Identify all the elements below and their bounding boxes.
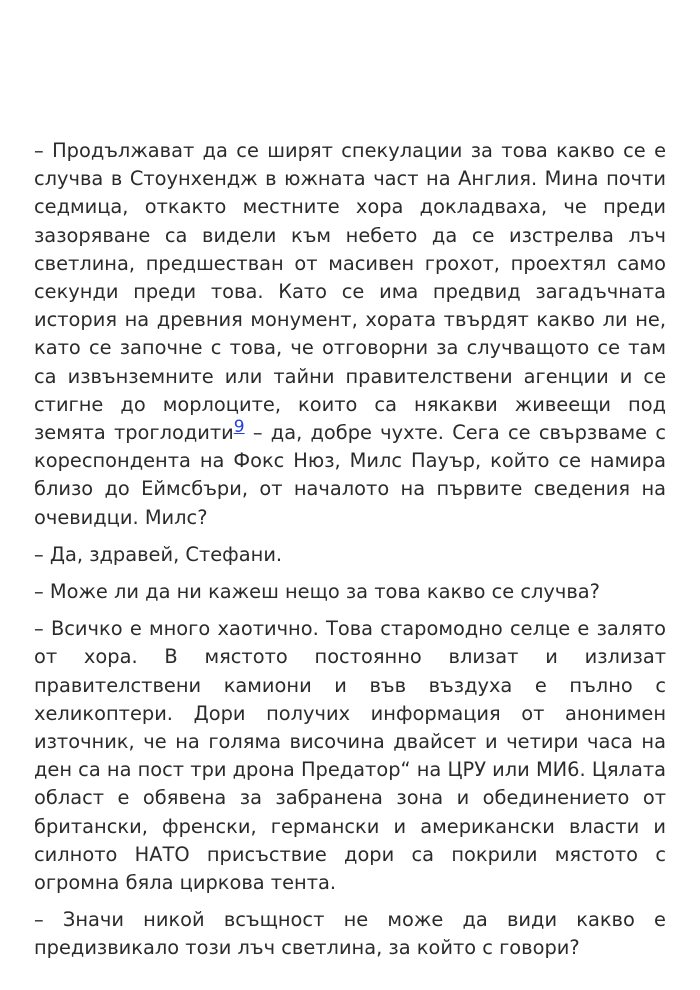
paragraph-news-report: [34, 137, 666, 532]
paragraph-greeting: – Да, здравей, Стефани.: [34, 542, 283, 566]
paragraph-question: – Може ли да ни кажеш нещо за това какво се случва?: [34, 580, 600, 604]
footnote-link[interactable]: 9: [233, 417, 245, 438]
paragraph-text-after-footnote: – да, добре чухте. Сега се свързваме с кореспондента на Фокс Нюз, Милс Пауър, който се намира близо до Еймсбъри, от началото на първите сведения на очевидци. Милс?: [34, 421, 666, 529]
body-text: [34, 137, 666, 972]
paragraph-followup-question: – Значи никой всъщност не може да види какво е предизвикало този лъч светлина, за който с говори?: [34, 908, 666, 960]
paragraph-reporter-answer: – Всичко е много хаотично. Това старомодно селце е залято от хора. В мястото постоянно влизат и излизат правителствени камиони и във въздуха е пълно с хеликоптери. Дори получих информация от анонимен източник, че на голяма височина двайсет и четири часа на ден са на пост три дрона Предатор“ на ЦРУ или МИ6. Цялата област е обявена за забранена зона и обединението от британски, френски, германски и американски власти и силното НАТО присъствие дори са покрили мястото с огромна бяла циркова тента.: [34, 617, 667, 895]
paragraph-text-before-footnote: – Продължават да се ширят спекулации за това какво се е случва в Стоунхендж в южната част на Англия. Мина почти седмица, откакто местните хора докладваха, че преди зазоряване са видели към небето да се изстрелва лъч светлина, предшестван от масивен грохот, проехтял само секунди преди това. Като се има предвид загадъчната история на древния монумент, хората твърдят какво ли не, като се започне с това, че отговорни за случващото се там са извънземните или тайни правителствени агенции и се стигне до морлоците, които са някакви живеещи под земята троглодити: [34, 139, 666, 445]
